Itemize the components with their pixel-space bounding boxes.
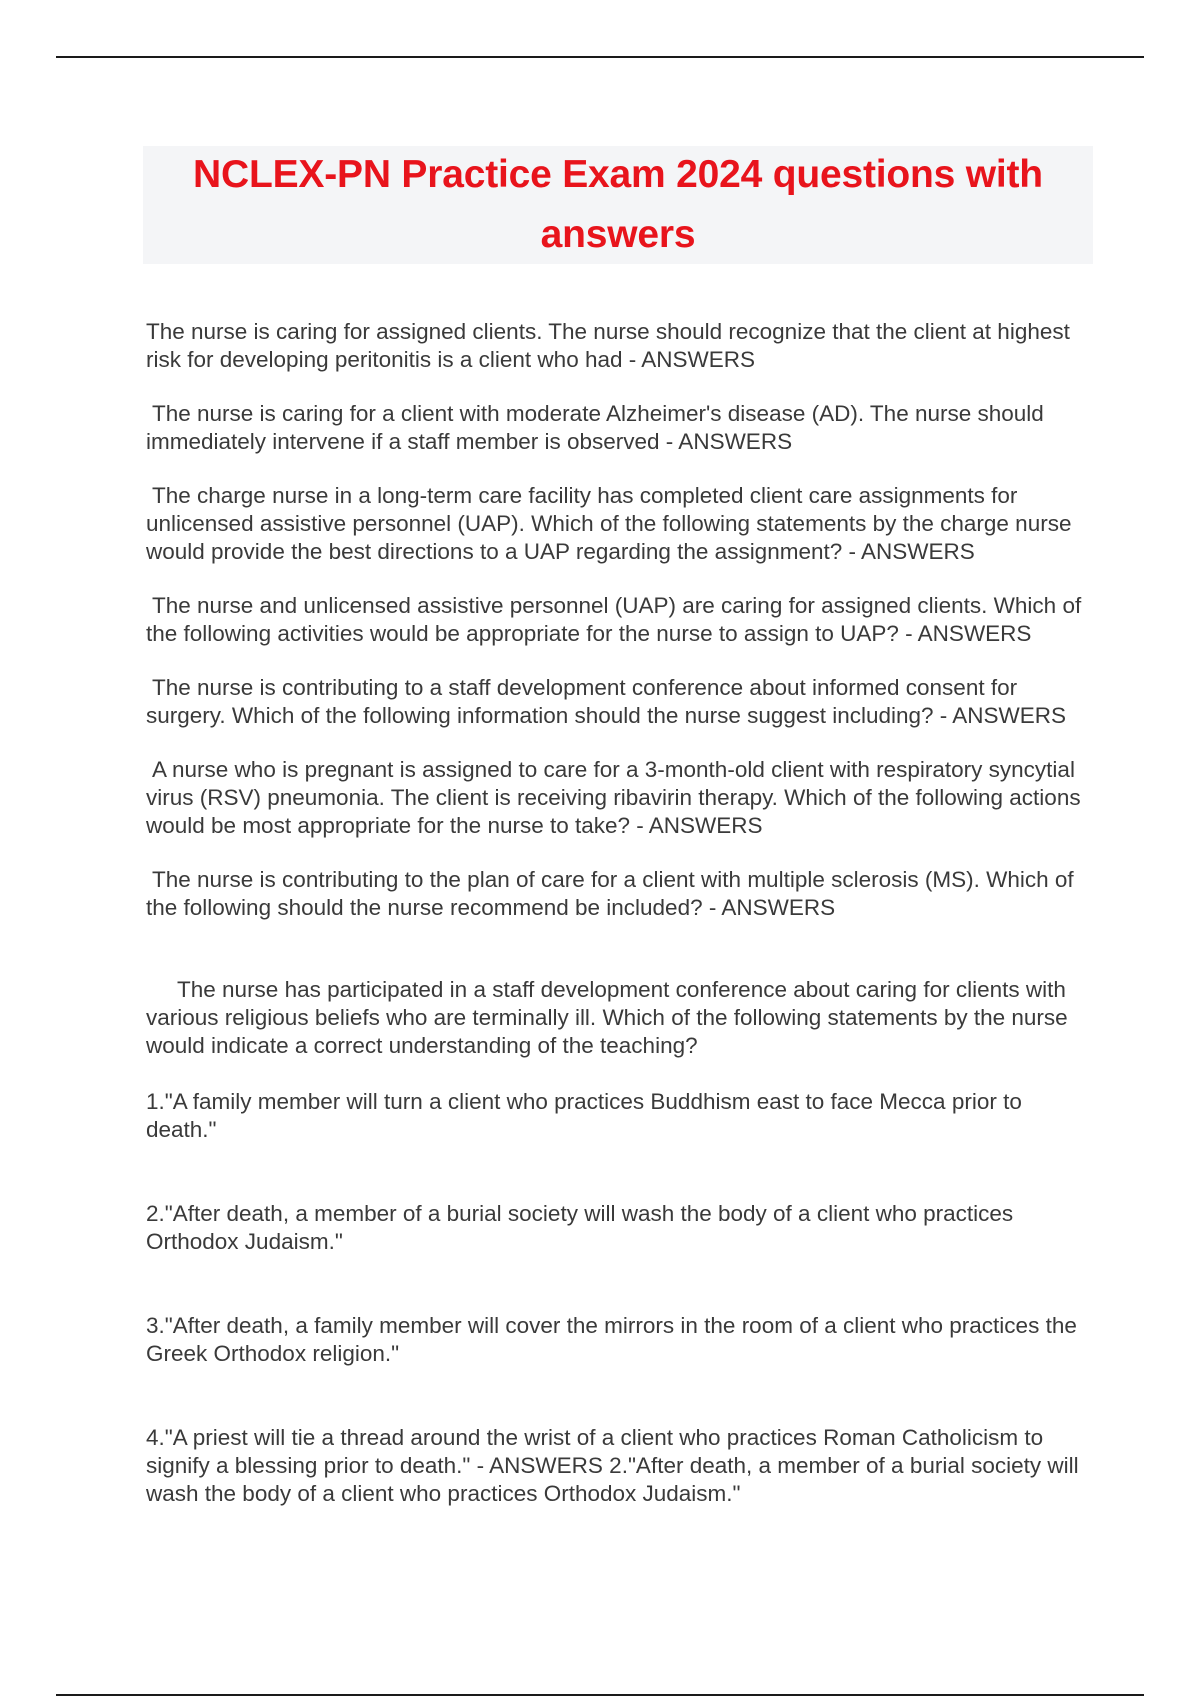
answer-option-3: 3."After death, a family member will cover the mirrors in the room of a client who practices the Greek Orthodox religion." — [146, 1313, 1084, 1366]
question-item — [146, 400, 1096, 456]
title-banner — [143, 146, 1093, 264]
question-text: The nurse and unlicensed assistive personnel (UAP) are caring for assigned clients. Which of the following activities would be appropriate for the nurse to assign to UAP? - ANSWERS — [146, 593, 1088, 646]
question-text: The nurse is contributing to a staff development conference about informed consent for surgery. Which of the following information should the nurse suggest including? - ANSWERS — [146, 675, 1067, 728]
answer-option-2: 2."After death, a member of a burial society will wash the body of a client who practices Orthodox Judaism." — [146, 1201, 1020, 1254]
question-text: The nurse is caring for assigned clients. The nurse should recognize that the client at highest risk for developing peritonitis is a client who had - ANSWERS — [146, 319, 1077, 372]
question-item — [146, 674, 1096, 730]
question-item — [146, 592, 1096, 648]
page-title: NCLEX-PN Practice Exam 2024 questions with answers — [193, 153, 1043, 256]
question-item — [146, 482, 1096, 566]
question-item — [146, 318, 1096, 374]
answer-option-4: 4."A priest will tie a thread around the wrist of a client who practices Roman Catholicism to signify a blessing prior to death." - ANSWERS 2."After death, a member of a burial society will wash the body of a client who practices Orthodox Judaism." — [146, 1425, 1085, 1506]
question-text: A nurse who is pregnant is assigned to care for a 3-month-old client with respiratory syncytial virus (RSV) pneumonia. The client is receiving ribavirin therapy. Which of the following actions would be most appropriate for the nurse to take? - ANSWERS — [146, 757, 1087, 838]
bottom-rule — [56, 1694, 1144, 1696]
question-item — [146, 756, 1096, 840]
question-stem: The nurse has participated in a staff development conference about caring for clients with various religious beliefs who are terminally ill. Which of the following statements by the nurse would indicate a correct understanding of the teaching? — [146, 977, 1074, 1058]
question-text: The nurse is caring for a client with moderate Alzheimer's disease (AD). The nurse should immediately intervene if a staff member is observed - ANSWERS — [146, 401, 1051, 454]
answer-option-1: 1."A family member will turn a client who practices Buddhism east to face Mecca prior to death." — [146, 1089, 1029, 1142]
question-text: The charge nurse in a long-term care facility has completed client care assignments for unlicensed assistive personnel (UAP). Which of the following statements by the charge nurse would provide the best directions to a UAP regarding the assignment? - ANSWERS — [146, 483, 1078, 564]
top-rule — [56, 56, 1144, 58]
question-item — [146, 866, 1096, 922]
question-text: The nurse is contributing to the plan of care for a client with multiple sclerosis (MS). Which of the following should the nurse recommend be included? - ANSWERS — [146, 867, 1080, 920]
question-list — [146, 318, 1096, 1590]
question-item-multiple-choice — [146, 948, 1096, 1564]
